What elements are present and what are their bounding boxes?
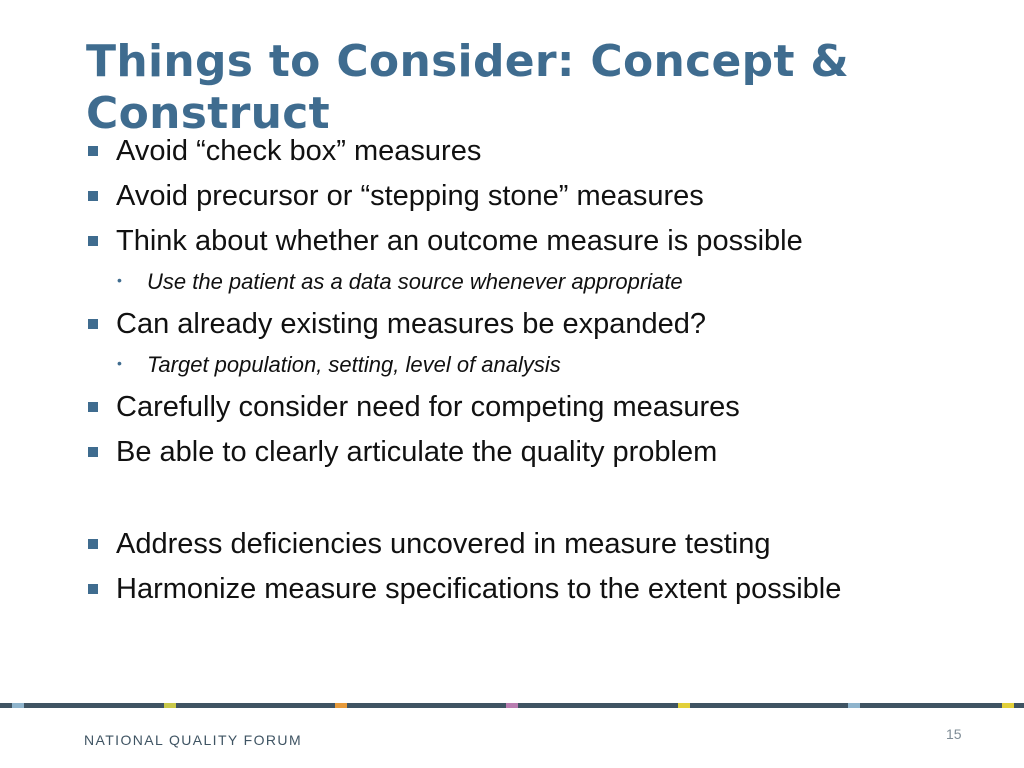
square-bullet-icon xyxy=(88,584,98,594)
sub-bullet-item xyxy=(86,265,986,303)
bullet-text: Avoid precursor or “stepping stone” measures xyxy=(116,180,704,212)
list-gap xyxy=(86,476,986,523)
square-bullet-icon xyxy=(88,319,98,329)
bullet-text: Avoid “check box” measures xyxy=(116,135,482,167)
footer-accent-mark xyxy=(164,703,176,708)
footer-accent-mark xyxy=(12,703,24,708)
bullet-item xyxy=(86,568,986,613)
square-bullet-icon xyxy=(88,447,98,457)
bullet-text: Carefully consider need for competing measures xyxy=(116,391,740,423)
bullet-item xyxy=(86,523,986,568)
footer-accent-mark xyxy=(848,703,860,708)
bullet-text: Can already existing measures be expanded? xyxy=(116,308,707,340)
sub-bullet-text: Use the patient as a data source whenever appropriate xyxy=(147,269,683,294)
dot-bullet-icon: • xyxy=(117,355,122,371)
footer-accent-mark xyxy=(678,703,690,708)
dot-bullet-icon: • xyxy=(117,272,122,288)
bullet-text: Harmonize measure specifications to the extent possible xyxy=(116,573,842,605)
bullet-item xyxy=(86,431,986,476)
bullet-text: Be able to clearly articulate the quality problem xyxy=(116,436,718,468)
organization-logo-text: NATIONAL QUALITY FORUM xyxy=(84,732,303,748)
bullet-item xyxy=(86,220,986,265)
sub-bullet-item xyxy=(86,348,986,386)
sub-bullet-text: Target population, setting, level of analysis xyxy=(147,352,561,377)
bullet-text: Address deficiencies uncovered in measure testing xyxy=(116,528,771,560)
bullet-item xyxy=(86,386,986,431)
slide-title: Things to Consider: Concept & Construct xyxy=(86,36,850,139)
bullet-text: Think about whether an outcome measure is possible xyxy=(116,225,803,257)
page-number: 15 xyxy=(946,726,962,742)
square-bullet-icon xyxy=(88,402,98,412)
square-bullet-icon xyxy=(88,191,98,201)
footer-accent-mark xyxy=(335,703,347,708)
bullet-list xyxy=(86,130,986,613)
square-bullet-icon xyxy=(88,236,98,246)
square-bullet-icon xyxy=(88,146,98,156)
footer-accent-mark xyxy=(1002,703,1014,708)
bullet-item xyxy=(86,175,986,220)
square-bullet-icon xyxy=(88,539,98,549)
footer-accent-mark xyxy=(506,703,518,708)
bullet-item xyxy=(86,303,986,348)
bullet-item xyxy=(86,130,986,175)
